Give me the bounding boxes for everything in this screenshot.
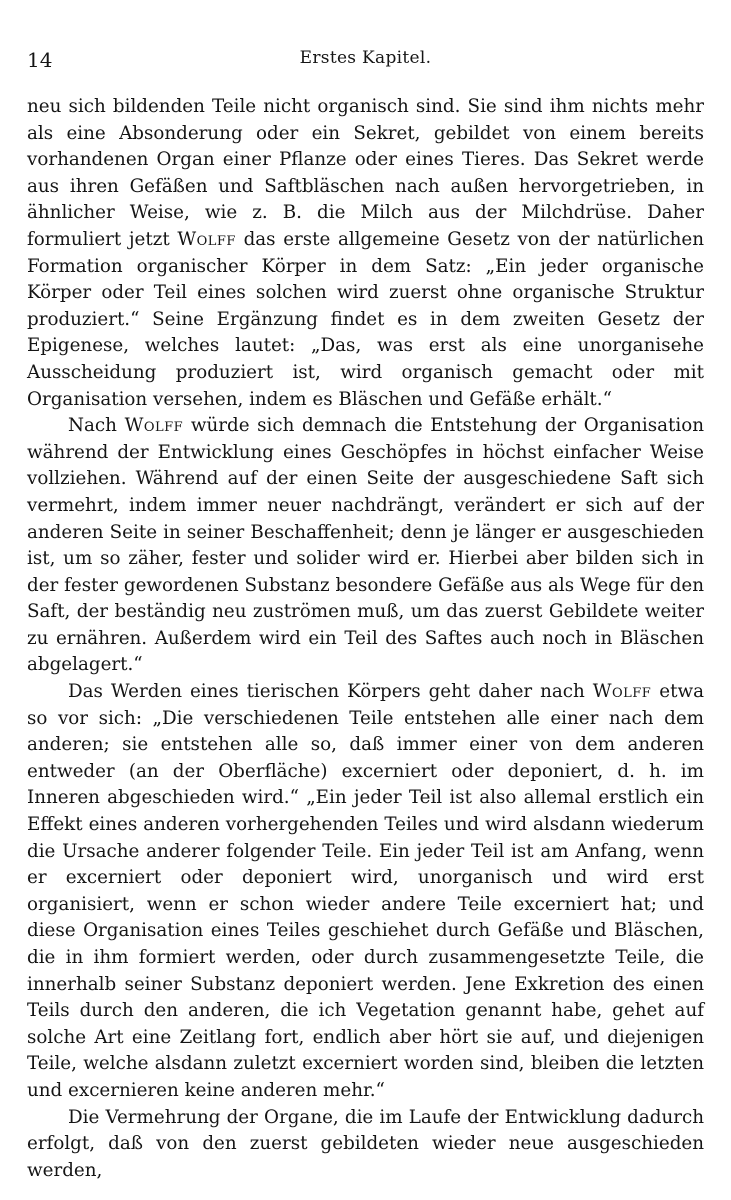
- running-head: [27, 48, 704, 78]
- text-segment: Die Vermehrung der Organe, die im Laufe der Entwicklung dadurch erfolgt, daß von den zuerst gebildeten wieder neue ausgeschieden werden,: [27, 1106, 704, 1181]
- text-segment: etwa so vor sich: „Die verschiedenen Teile entstehen alle einer nach dem anderen; sie entstehen alle so, daß immer einer von dem anderen entweder (an der Oberfläche) excerniert oder deponiert, d. h. im Inneren abgeschieden wird.“ „Ein jeder Teil ist also allemal erstlich ein Effekt eines anderen vorhergehenden Teiles und wird alsdann wiederum die Ursache anderer folgender Teile. Ein jeder Teil ist am Anfang, wenn er excerniert oder deponiert wird, unorganisch und wird erst organisiert, wenn er schon wieder andere Teile excerniert hat; und diese Organisation eines Teiles geschiehet durch Gefäße und Bläschen, die in ihm formiert werden, oder durch zusammengesetzte Teile, die innerhalb seiner Substanz deponiert werden. Jene Exkretion des einen Teils durch den anderen, die ich Vegetation genannt habe, gehet auf solche Art eine Zeitlang fort, endlich aber hört sie auf, und diejenigen Teile, welche alsdann zuletzt excerniert worden sind, bleiben die letzten und excernieren keine anderen mehr.“: [27, 681, 704, 1101]
- author-name: Wolff: [177, 228, 236, 250]
- paragraph: [27, 679, 704, 1105]
- author-name: Wolff: [592, 681, 652, 703]
- text-segment: Das Werden eines tierischen Körpers geht daher nach: [68, 681, 593, 703]
- author-name: Wolff: [124, 415, 184, 437]
- text-segment: das erste allgemeine Gesetz von der natürlichen Formation organischer Körper in dem Satz: „Ein jeder organische Körper oder Teil eines solchen wird zuerst ohne organische Struktur produziert.“ Seine Ergänzung findet es in dem zweiten Gesetz der Epigenese, welches lautet: „Das, was erst als eine unorganisehe Ausscheidung produziert ist, wird organisch gemacht oder mit Organisation versehen, indem es Bläschen und Gefäße erhält.“: [27, 228, 704, 410]
- paragraph: [27, 94, 704, 413]
- text-segment: neu sich bildenden Teile nicht organisch sind. Sie sind ihm nichts mehr als eine Absonderung oder ein Sekret, gebildet von einem bereits vorhandenen Organ einer Pflanze oder eines Tieres. Das Sekret werde aus ihren Gefäßen und Saftbläschen nach außen hervorgetrieben, in ähnlicher Weise, wie z. B. die Milch aus der Milchdrüse. Daher formuliert jetzt: [27, 96, 704, 250]
- chapter-title: Erstes Kapitel.: [299, 48, 432, 68]
- paragraph: [27, 413, 704, 679]
- paragraph: [27, 1105, 704, 1185]
- body-text: [27, 94, 704, 1184]
- text-segment: Nach: [68, 415, 125, 437]
- page-number: 14: [27, 48, 53, 72]
- text-segment: würde sich demnach die Entstehung der Organisation während der Entwicklung eines Geschöpfes in höchst einfacher Weise vollziehen. Während auf der einen Seite der ausgeschiedene Saft sich vermehrt, indem immer neuer nachdrängt, verändert er sich auf der anderen Seite in seiner Beschaffenheit; denn je länger er ausgeschieden ist, um so zäher, fester und solider wird er. Hierbei aber bilden sich in der fester gewordenen Substanz besondere Gefäße aus als Wege für den Saft, der beständig neu zuströmen muß, um das zuerst Gebildete weiter zu ernähren. Außerdem wird ein Teil des Saftes auch noch in Bläschen abgelagert.“: [27, 415, 704, 676]
